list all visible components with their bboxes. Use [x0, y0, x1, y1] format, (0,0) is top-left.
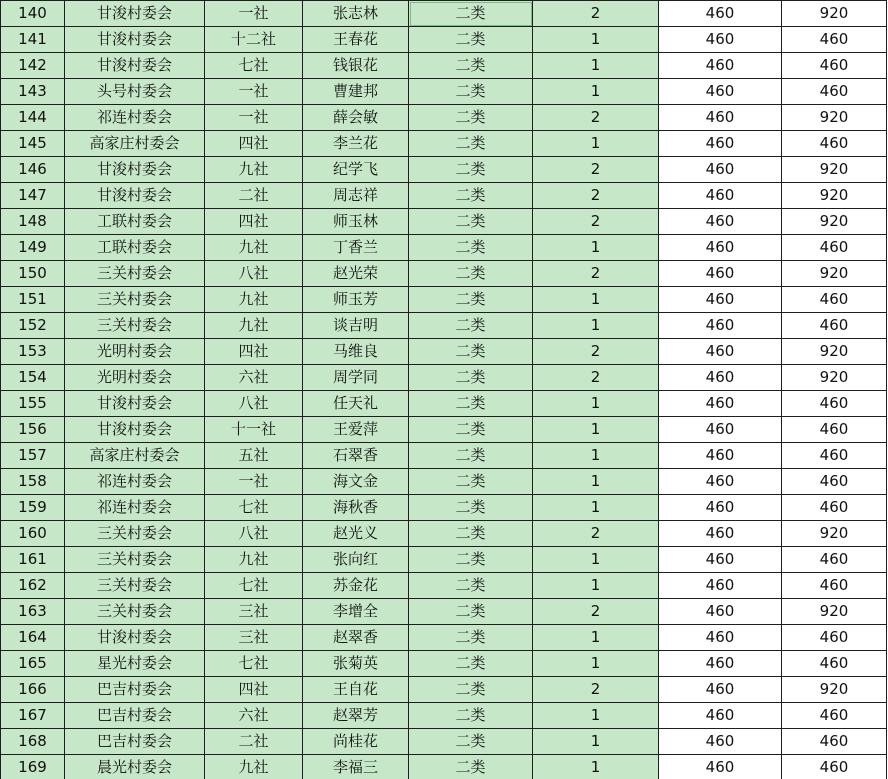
cell-amount[interactable]: 920 — [782, 599, 887, 625]
cell-standard[interactable]: 460 — [659, 625, 782, 651]
cell-group[interactable]: 三社 — [205, 599, 303, 625]
cell-persons[interactable]: 1 — [533, 573, 659, 599]
cell-amount[interactable]: 460 — [782, 469, 887, 495]
cell-name[interactable]: 石翠香 — [303, 443, 409, 469]
cell-group[interactable]: 九社 — [205, 755, 303, 779]
cell-standard[interactable]: 460 — [659, 443, 782, 469]
cell-index[interactable]: 153 — [1, 339, 65, 365]
cell-village[interactable]: 三关村委会 — [65, 287, 205, 313]
cell-name[interactable]: 周学同 — [303, 365, 409, 391]
cell-category[interactable]: 二类 — [409, 755, 533, 779]
cell-index[interactable]: 146 — [1, 157, 65, 183]
cell-amount[interactable]: 460 — [782, 625, 887, 651]
cell-persons[interactable]: 1 — [533, 131, 659, 157]
table-row — [1, 651, 887, 677]
cell-name[interactable]: 王春花 — [303, 27, 409, 53]
cell-amount[interactable]: 920 — [782, 365, 887, 391]
table-row — [1, 703, 887, 729]
table-row — [1, 105, 887, 131]
cell-amount[interactable]: 460 — [782, 287, 887, 313]
table-row — [1, 79, 887, 105]
table-row — [1, 53, 887, 79]
table-row — [1, 261, 887, 287]
cell-category[interactable]: 二类 — [409, 729, 533, 755]
cell-index[interactable]: 147 — [1, 183, 65, 209]
cell-index[interactable]: 149 — [1, 235, 65, 261]
cell-category[interactable]: 二类 — [409, 469, 533, 495]
cell-index[interactable]: 156 — [1, 417, 65, 443]
cell-persons[interactable]: 1 — [533, 417, 659, 443]
cell-category[interactable]: 二类 — [409, 391, 533, 417]
cell-standard[interactable]: 460 — [659, 547, 782, 573]
table-row — [1, 599, 887, 625]
cell-index[interactable]: 162 — [1, 573, 65, 599]
cell-category[interactable]: 二类 — [409, 443, 533, 469]
cell-persons[interactable]: 1 — [533, 443, 659, 469]
table-row — [1, 547, 887, 573]
cell-amount[interactable]: 460 — [782, 729, 887, 755]
cell-name[interactable]: 张志林 — [303, 1, 409, 27]
cell-name[interactable]: 曹建邦 — [303, 79, 409, 105]
cell-amount[interactable]: 460 — [782, 53, 887, 79]
cell-group[interactable]: 六社 — [205, 703, 303, 729]
cell-standard[interactable]: 460 — [659, 235, 782, 261]
cell-category[interactable]: 二类 — [409, 53, 533, 79]
cell-group[interactable]: 八社 — [205, 521, 303, 547]
cell-index[interactable]: 165 — [1, 651, 65, 677]
cell-standard[interactable]: 460 — [659, 755, 782, 779]
cell-persons[interactable]: 1 — [533, 755, 659, 779]
cell-name[interactable]: 任天礼 — [303, 391, 409, 417]
cell-index[interactable]: 158 — [1, 469, 65, 495]
cell-name[interactable]: 师玉芳 — [303, 287, 409, 313]
cell-category[interactable]: 二类 — [409, 157, 533, 183]
cell-village[interactable]: 甘浚村委会 — [65, 417, 205, 443]
cell-category[interactable]: 二类 — [409, 339, 533, 365]
cell-village[interactable]: 高家庄村委会 — [65, 131, 205, 157]
table-row — [1, 729, 887, 755]
cell-category[interactable]: 二类 — [409, 651, 533, 677]
cell-persons[interactable]: 1 — [533, 53, 659, 79]
cell-name[interactable]: 李福三 — [303, 755, 409, 779]
cell-group[interactable]: 十一社 — [205, 417, 303, 443]
cell-group[interactable]: 七社 — [205, 573, 303, 599]
cell-amount[interactable]: 460 — [782, 27, 887, 53]
cell-index[interactable]: 141 — [1, 27, 65, 53]
cell-persons[interactable]: 1 — [533, 313, 659, 339]
cell-village[interactable]: 巴吉村委会 — [65, 703, 205, 729]
cell-amount[interactable]: 920 — [782, 677, 887, 703]
table-row — [1, 391, 887, 417]
cell-name[interactable]: 马维良 — [303, 339, 409, 365]
cell-persons[interactable]: 2 — [533, 261, 659, 287]
cell-amount[interactable]: 460 — [782, 417, 887, 443]
cell-category[interactable]: 二类 — [409, 183, 533, 209]
cell-category[interactable]: 二类 — [409, 1, 533, 27]
cell-village[interactable]: 甘浚村委会 — [65, 157, 205, 183]
cell-group[interactable]: 一社 — [205, 105, 303, 131]
table-row — [1, 209, 887, 235]
cell-amount[interactable]: 460 — [782, 573, 887, 599]
cell-index[interactable]: 148 — [1, 209, 65, 235]
cell-index[interactable]: 163 — [1, 599, 65, 625]
cell-name[interactable]: 薛会敏 — [303, 105, 409, 131]
cell-village[interactable]: 高家庄村委会 — [65, 443, 205, 469]
cell-group[interactable]: 五社 — [205, 443, 303, 469]
cell-village[interactable]: 工联村委会 — [65, 235, 205, 261]
cell-index[interactable]: 168 — [1, 729, 65, 755]
cell-standard[interactable]: 460 — [659, 703, 782, 729]
cell-standard[interactable]: 460 — [659, 391, 782, 417]
cell-index[interactable]: 145 — [1, 131, 65, 157]
table-row — [1, 417, 887, 443]
cell-village[interactable]: 光明村委会 — [65, 365, 205, 391]
cell-persons[interactable]: 1 — [533, 703, 659, 729]
table-row — [1, 157, 887, 183]
cell-category[interactable]: 二类 — [409, 521, 533, 547]
table-row — [1, 365, 887, 391]
cell-standard[interactable]: 460 — [659, 1, 782, 27]
cell-group[interactable]: 四社 — [205, 677, 303, 703]
cell-name[interactable]: 尚桂花 — [303, 729, 409, 755]
cell-group[interactable]: 七社 — [205, 651, 303, 677]
cell-persons[interactable]: 2 — [533, 365, 659, 391]
cell-standard[interactable]: 460 — [659, 729, 782, 755]
cell-group[interactable]: 一社 — [205, 1, 303, 27]
table-body — [1, 1, 887, 779]
cell-standard[interactable]: 460 — [659, 521, 782, 547]
cell-village[interactable]: 祁连村委会 — [65, 495, 205, 521]
cell-name[interactable]: 周志祥 — [303, 183, 409, 209]
cell-category[interactable]: 二类 — [409, 417, 533, 443]
cell-group[interactable]: 八社 — [205, 391, 303, 417]
cell-persons[interactable]: 2 — [533, 599, 659, 625]
cell-index[interactable]: 169 — [1, 755, 65, 779]
cell-group[interactable]: 四社 — [205, 131, 303, 157]
cell-amount[interactable]: 460 — [782, 703, 887, 729]
cell-persons[interactable]: 1 — [533, 79, 659, 105]
cell-category[interactable]: 二类 — [409, 105, 533, 131]
cell-index[interactable]: 150 — [1, 261, 65, 287]
cell-category[interactable]: 二类 — [409, 79, 533, 105]
cell-amount[interactable]: 460 — [782, 79, 887, 105]
cell-standard[interactable]: 460 — [659, 677, 782, 703]
cell-index[interactable]: 155 — [1, 391, 65, 417]
cell-category[interactable]: 二类 — [409, 625, 533, 651]
cell-village[interactable]: 工联村委会 — [65, 209, 205, 235]
cell-name[interactable]: 王自花 — [303, 677, 409, 703]
cell-name[interactable]: 钱银花 — [303, 53, 409, 79]
cell-category[interactable]: 二类 — [409, 547, 533, 573]
cell-persons[interactable]: 1 — [533, 495, 659, 521]
cell-category[interactable]: 二类 — [409, 573, 533, 599]
cell-persons[interactable]: 2 — [533, 209, 659, 235]
cell-persons[interactable]: 1 — [533, 287, 659, 313]
cell-amount[interactable]: 460 — [782, 755, 887, 779]
cell-village[interactable]: 三关村委会 — [65, 573, 205, 599]
table-row — [1, 469, 887, 495]
cell-standard[interactable]: 460 — [659, 105, 782, 131]
cell-index[interactable]: 159 — [1, 495, 65, 521]
cell-category[interactable]: 二类 — [409, 27, 533, 53]
cell-name[interactable]: 谈吉明 — [303, 313, 409, 339]
cell-index[interactable]: 152 — [1, 313, 65, 339]
cell-index[interactable]: 140 — [1, 1, 65, 27]
cell-group[interactable]: 九社 — [205, 547, 303, 573]
table-row — [1, 495, 887, 521]
cell-amount[interactable]: 460 — [782, 391, 887, 417]
cell-index[interactable]: 151 — [1, 287, 65, 313]
cell-name[interactable]: 赵光义 — [303, 521, 409, 547]
cell-standard[interactable]: 460 — [659, 261, 782, 287]
cell-amount[interactable]: 460 — [782, 313, 887, 339]
cell-name[interactable]: 李兰花 — [303, 131, 409, 157]
cell-group[interactable]: 一社 — [205, 469, 303, 495]
cell-amount[interactable]: 460 — [782, 495, 887, 521]
cell-amount[interactable]: 920 — [782, 339, 887, 365]
cell-standard[interactable]: 460 — [659, 131, 782, 157]
cell-category[interactable]: 二类 — [409, 703, 533, 729]
cell-standard[interactable]: 460 — [659, 339, 782, 365]
cell-persons[interactable]: 2 — [533, 521, 659, 547]
cell-amount[interactable]: 460 — [782, 131, 887, 157]
table-row — [1, 131, 887, 157]
cell-amount[interactable]: 920 — [782, 261, 887, 287]
cell-village[interactable]: 甘浚村委会 — [65, 1, 205, 27]
cell-village[interactable]: 星光村委会 — [65, 651, 205, 677]
cell-persons[interactable]: 1 — [533, 235, 659, 261]
cell-village[interactable]: 甘浚村委会 — [65, 391, 205, 417]
cell-village[interactable]: 三关村委会 — [65, 547, 205, 573]
cell-amount[interactable]: 460 — [782, 547, 887, 573]
cell-village[interactable]: 巴吉村委会 — [65, 677, 205, 703]
cell-amount[interactable]: 920 — [782, 1, 887, 27]
cell-standard[interactable]: 460 — [659, 651, 782, 677]
cell-village[interactable]: 晨光村委会 — [65, 755, 205, 779]
cell-village[interactable]: 三关村委会 — [65, 313, 205, 339]
cell-group[interactable]: 二社 — [205, 183, 303, 209]
table-row — [1, 313, 887, 339]
cell-category[interactable]: 二类 — [409, 131, 533, 157]
cell-standard[interactable]: 460 — [659, 53, 782, 79]
cell-persons[interactable]: 1 — [533, 625, 659, 651]
cell-village[interactable]: 三关村委会 — [65, 261, 205, 287]
table-row — [1, 287, 887, 313]
cell-village[interactable]: 甘浚村委会 — [65, 183, 205, 209]
cell-group[interactable]: 七社 — [205, 53, 303, 79]
cell-persons[interactable]: 2 — [533, 157, 659, 183]
table-row — [1, 755, 887, 779]
cell-index[interactable]: 166 — [1, 677, 65, 703]
cell-index[interactable]: 143 — [1, 79, 65, 105]
cell-amount[interactable]: 920 — [782, 157, 887, 183]
cell-name[interactable]: 苏金花 — [303, 573, 409, 599]
cell-village[interactable]: 甘浚村委会 — [65, 27, 205, 53]
cell-standard[interactable]: 460 — [659, 183, 782, 209]
cell-index[interactable]: 154 — [1, 365, 65, 391]
cell-category[interactable]: 二类 — [409, 365, 533, 391]
cell-group[interactable]: 四社 — [205, 209, 303, 235]
table-row — [1, 677, 887, 703]
cell-standard[interactable]: 460 — [659, 157, 782, 183]
cell-index[interactable]: 160 — [1, 521, 65, 547]
cell-name[interactable]: 纪学飞 — [303, 157, 409, 183]
cell-category[interactable]: 二类 — [409, 235, 533, 261]
cell-index[interactable]: 144 — [1, 105, 65, 131]
cell-amount[interactable]: 920 — [782, 209, 887, 235]
cell-index[interactable]: 142 — [1, 53, 65, 79]
cell-category[interactable]: 二类 — [409, 261, 533, 287]
cell-standard[interactable]: 460 — [659, 287, 782, 313]
cell-group[interactable]: 九社 — [205, 313, 303, 339]
cell-group[interactable]: 二社 — [205, 729, 303, 755]
cell-category[interactable]: 二类 — [409, 677, 533, 703]
cell-persons[interactable]: 2 — [533, 105, 659, 131]
cell-standard[interactable]: 460 — [659, 495, 782, 521]
cell-group[interactable]: 四社 — [205, 339, 303, 365]
cell-persons[interactable]: 2 — [533, 677, 659, 703]
cell-name[interactable]: 丁香兰 — [303, 235, 409, 261]
cell-amount[interactable]: 460 — [782, 651, 887, 677]
table-row — [1, 573, 887, 599]
cell-name[interactable]: 王爱萍 — [303, 417, 409, 443]
cell-group[interactable]: 三社 — [205, 625, 303, 651]
table-row — [1, 1, 887, 27]
table-row — [1, 235, 887, 261]
cell-name[interactable]: 张向红 — [303, 547, 409, 573]
table-row — [1, 339, 887, 365]
cell-name[interactable]: 张菊英 — [303, 651, 409, 677]
cell-name[interactable]: 海文金 — [303, 469, 409, 495]
cell-amount[interactable]: 920 — [782, 183, 887, 209]
cell-standard[interactable]: 460 — [659, 79, 782, 105]
cell-category[interactable]: 二类 — [409, 287, 533, 313]
cell-group[interactable]: 一社 — [205, 79, 303, 105]
cell-name[interactable]: 赵光荣 — [303, 261, 409, 287]
cell-category[interactable]: 二类 — [409, 209, 533, 235]
cell-persons[interactable]: 2 — [533, 339, 659, 365]
table-row — [1, 521, 887, 547]
cell-amount[interactable]: 460 — [782, 443, 887, 469]
cell-village[interactable]: 三关村委会 — [65, 599, 205, 625]
cell-index[interactable]: 167 — [1, 703, 65, 729]
cell-village[interactable]: 祁连村委会 — [65, 105, 205, 131]
cell-name[interactable]: 海秋香 — [303, 495, 409, 521]
cell-name[interactable]: 李增全 — [303, 599, 409, 625]
cell-category[interactable]: 二类 — [409, 495, 533, 521]
cell-group[interactable]: 八社 — [205, 261, 303, 287]
cell-group[interactable]: 九社 — [205, 157, 303, 183]
table-row — [1, 183, 887, 209]
table-row — [1, 27, 887, 53]
cell-index[interactable]: 157 — [1, 443, 65, 469]
cell-standard[interactable]: 460 — [659, 313, 782, 339]
cell-category[interactable]: 二类 — [409, 313, 533, 339]
table-row — [1, 625, 887, 651]
cell-persons[interactable]: 2 — [533, 1, 659, 27]
cell-index[interactable]: 161 — [1, 547, 65, 573]
cell-standard[interactable]: 460 — [659, 469, 782, 495]
cell-standard[interactable]: 460 — [659, 365, 782, 391]
cell-village[interactable]: 头号村委会 — [65, 79, 205, 105]
cell-amount[interactable]: 920 — [782, 105, 887, 131]
cell-persons[interactable]: 1 — [533, 729, 659, 755]
cell-village[interactable]: 巴吉村委会 — [65, 729, 205, 755]
cell-persons[interactable]: 1 — [533, 547, 659, 573]
cell-persons[interactable]: 1 — [533, 27, 659, 53]
cell-village[interactable]: 光明村委会 — [65, 339, 205, 365]
cell-amount[interactable]: 460 — [782, 235, 887, 261]
cell-group[interactable]: 七社 — [205, 495, 303, 521]
cell-persons[interactable]: 1 — [533, 391, 659, 417]
cell-index[interactable]: 164 — [1, 625, 65, 651]
cell-group[interactable]: 六社 — [205, 365, 303, 391]
cell-standard[interactable]: 460 — [659, 27, 782, 53]
cell-amount[interactable]: 920 — [782, 521, 887, 547]
cell-village[interactable]: 祁连村委会 — [65, 469, 205, 495]
cell-persons[interactable]: 1 — [533, 651, 659, 677]
cell-persons[interactable]: 2 — [533, 183, 659, 209]
cell-standard[interactable]: 460 — [659, 417, 782, 443]
cell-group[interactable]: 十二社 — [205, 27, 303, 53]
cell-group[interactable]: 九社 — [205, 287, 303, 313]
cell-name[interactable]: 赵翠芳 — [303, 703, 409, 729]
cell-name[interactable]: 师玉林 — [303, 209, 409, 235]
cell-standard[interactable]: 460 — [659, 573, 782, 599]
cell-village[interactable]: 三关村委会 — [65, 521, 205, 547]
cell-name[interactable]: 赵翠香 — [303, 625, 409, 651]
cell-category[interactable]: 二类 — [409, 599, 533, 625]
table-row — [1, 443, 887, 469]
cell-village[interactable]: 甘浚村委会 — [65, 53, 205, 79]
cell-standard[interactable]: 460 — [659, 599, 782, 625]
cell-persons[interactable]: 1 — [533, 469, 659, 495]
cell-group[interactable]: 九社 — [205, 235, 303, 261]
cell-standard[interactable]: 460 — [659, 209, 782, 235]
cell-village[interactable]: 甘浚村委会 — [65, 625, 205, 651]
